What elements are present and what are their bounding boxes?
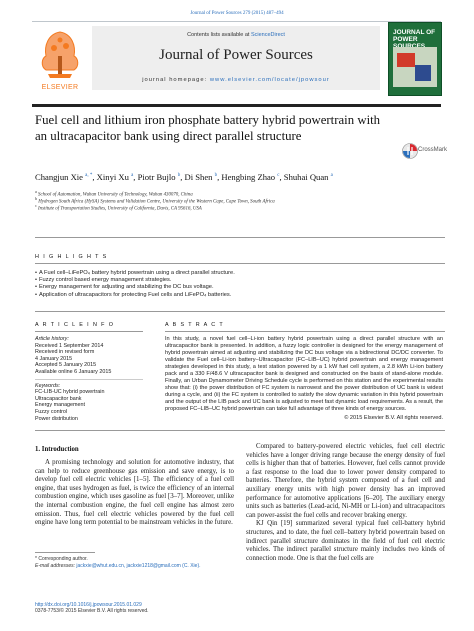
history-line: 4 January 2015	[35, 355, 73, 362]
homepage-link[interactable]: www.elsevier.com/locate/jpowsour	[209, 77, 330, 83]
abstract-text: In this study, a novel fuel cell–Li-ion battery hybrid powertrain using a direct parallel structure with an ultracapacitor bank is presented. In addition, a fuzzy logic controller is designed for the energy management of hybrid powertrain aimed at adjusting and stabilizing the DC bus voltage via a bidirectional DC/DC converter. To validate the Fuel cell–Li-ion battery–Ultracapacitor (FC–LIB–UC) hybrid powertrain and energy management strategies developed in this study, a test station powered by a 1 kW fuel cell system, a 2.8 kWh Li-ion battery pack and a 330 F/48.6 V ultracapacitor bank is designed and constructed on the basis of stand-alone module. Finally, an Urban Dynamometer Driving Schedule cycle is performed on this station and the experimental results show that: (i) the power distribution of FC system is narrowest and the power distribution of UC bank is widest during a cycle, and (ii) the FC system is controlled to satisfy the slow dynamic variation in this hybrid powertrain and the output of the LIB pack and UC bank is adjusted to meet fast dynamic load requirements. As a result, the proposed FC–LIB–UC hybrid powertrain can take full advantage of three kinds of energy sources.	[165, 336, 443, 413]
affiliation: $^a$ School of Automation, Wuhan University of Technology, Wuhan 430070, China	[35, 189, 193, 198]
footnote: * Corresponding author. E-mail addresses: jackxie@whut.edu.cn, jackxie1218@gmail.com (C. Xie).	[35, 556, 201, 569]
cover-title: JOURNAL OF POWER	[393, 29, 436, 43]
contents-line	[92, 32, 380, 38]
cover-image	[393, 47, 437, 87]
history-title: Article history:	[35, 336, 69, 342]
author[interactable]: Shuhai Quan $^a$	[283, 172, 333, 182]
keyword: FC-LIB-UC hybrid powertrain	[35, 389, 105, 396]
journal-cover[interactable]	[388, 22, 442, 96]
footnote-rule	[35, 552, 95, 553]
divider	[35, 237, 445, 238]
homepage-prefix: journal homepage:	[142, 77, 208, 83]
article-info	[35, 336, 143, 422]
keywords-title: Keywords:	[35, 382, 61, 389]
divider	[165, 331, 445, 332]
highlight-item: • Fuzzy control based energy management strategies.	[35, 277, 445, 284]
keyword: Energy management	[35, 402, 86, 409]
copyright: © 2015 Elsevier B.V. All rights reserved.	[344, 414, 443, 421]
contents-prefix: Contents lists available at	[187, 32, 250, 38]
keyword: Fuzzy control	[35, 408, 68, 415]
author[interactable]: Piotr Bujlo $^b$	[137, 172, 181, 182]
header-rule	[32, 104, 441, 107]
author[interactable]: Changjun Xie $^{a, *}$	[35, 172, 93, 182]
author[interactable]: Di Shen $^b$	[184, 172, 218, 182]
keyword: Power distribution	[35, 415, 78, 422]
history-line: Accepted 5 January 2015	[35, 362, 97, 369]
affiliation: $^c$ Institute of Transportation Studies, University of California, Davis, CA 95616, USA	[35, 203, 202, 212]
paragraph: KJ Qin [19] summarized several typical fuel cell-battery hybrid structures, and to date, the fuel cell–battery hybrid powertrain based on indirect parallel structure dominates in the field of fuel cell electric vehicles. The indirect parallel structure mainly includes two kinds of connection mode. One is that the fuel cells are	[246, 520, 445, 562]
intro-right-column	[246, 443, 445, 563]
keyword: Ultracapacitor bank	[35, 395, 82, 402]
sciencedirect-link[interactable]: ScienceDirect	[250, 32, 285, 38]
history-line: Received in revised form	[35, 349, 95, 356]
abstract-heading: A B S T R A C T	[165, 322, 225, 328]
highlight-item: • Application of ultracapacitors for protecting Fuel cells and LiFePO₄ batteries.	[35, 292, 445, 299]
affiliation: $^b$ Hydrogen South Africa (HySA) Systems and Validation Centre, University of the Western Cape, Cape Town, South Africa	[35, 196, 275, 205]
journal-title-box	[92, 26, 380, 90]
divider	[35, 311, 445, 312]
highlight-item: • Energy management for adjusting and stabilizing the DC bus voltage.	[35, 284, 445, 291]
highlight-item: • A Fuel cell–LiFePO₄ battery hybrid powertrain using a direct parallel structure.	[35, 270, 445, 277]
divider	[35, 331, 143, 332]
crossmark-icon	[402, 142, 418, 160]
issn-line: 0378-7753/© 2015 Elsevier B.V. All rights reserved.	[35, 608, 149, 615]
author[interactable]: Hengbing Zhao $^c$	[221, 172, 280, 182]
abstract-body	[165, 336, 443, 422]
paragraph: A promising technology and solution for automotive industry, that can help to reduce greenhouse gas emission and save energy, is to develop fuel cell electric vehicles [1–5]. The efficiency of a fuel cell engine, that uses hydrogen as fuel, is twice the efficiency of an internal combustion engine, which uses gasoline as fuel [3–7]. Moreover, unlike the internal combustion engine, the fuel cell engine has almost zero emission. Thus, fuel cell electric vehicles powered by the fuel cell engine have long term potential to be mainstream vehicles in the future.	[35, 459, 234, 527]
journal-header	[32, 21, 441, 107]
doi-block	[35, 602, 235, 615]
divider	[35, 263, 445, 264]
history-line: Received 1 September 2014	[35, 342, 104, 349]
paragraph: Compared to battery-powered electric vehicles, fuel cell electric vehicles have a longer driving range because the energy density of fuel cells is higher than that of batteries. However, fuel cells cannot provide a fast response to the load due to lower power density compared to batteries. Therefore, the hybrid system composed of a fuel cell and auxiliary energy units with high power density has an improved performance for automotive applications [6–20]. The auxiliary energy units such as batteries (Lead-acid, Ni-MH or Li-ion) and ultracapacitors can power-assist the fuel cells and recover braking energy.	[246, 443, 445, 519]
article-title: Fuel cell and lithium iron phosphate battery hybrid powertrain with an ultracapacitor bank using direct parallel structure	[35, 113, 381, 143]
author[interactable]: Xinyi Xu $^a$	[96, 172, 134, 182]
doi-link[interactable]: http://dx.doi.org/10.1016/j.jpowsour.2015.01.029	[35, 602, 142, 608]
divider	[35, 430, 445, 431]
homepage-line	[92, 77, 380, 83]
history-line: Available online 6 January 2015	[35, 368, 112, 375]
elsevier-logo[interactable]	[32, 26, 88, 90]
highlights-heading: H I G H L I G H T S	[35, 254, 108, 260]
article-info-heading: A R T I C L E I N F O	[35, 322, 115, 328]
intro-left-column	[35, 459, 234, 528]
journal-reference[interactable]: Journal of Power Sources 279 (2015) 487–494	[190, 11, 284, 16]
journal-name: Journal of Power Sources	[159, 47, 313, 63]
crossmark-badge[interactable]	[402, 142, 448, 162]
author-list: Changjun Xie $^{a, *}$, Xinyi Xu $^a$, Piotr Bujlo $^b$, Di Shen $^b$, Hengbing Zhao $^c$, Shuhai Quan $^a$	[35, 172, 333, 182]
section-heading: 1. Introduction	[35, 446, 79, 453]
elsevier-wordmark: ELSEVIER	[41, 84, 79, 91]
crossmark-label: CrossMark	[418, 147, 448, 153]
author-email[interactable]: jackxie@whut.edu.cn, jackxie1218@gmail.com (C. Xie).	[76, 562, 201, 569]
highlights-list	[35, 270, 445, 299]
